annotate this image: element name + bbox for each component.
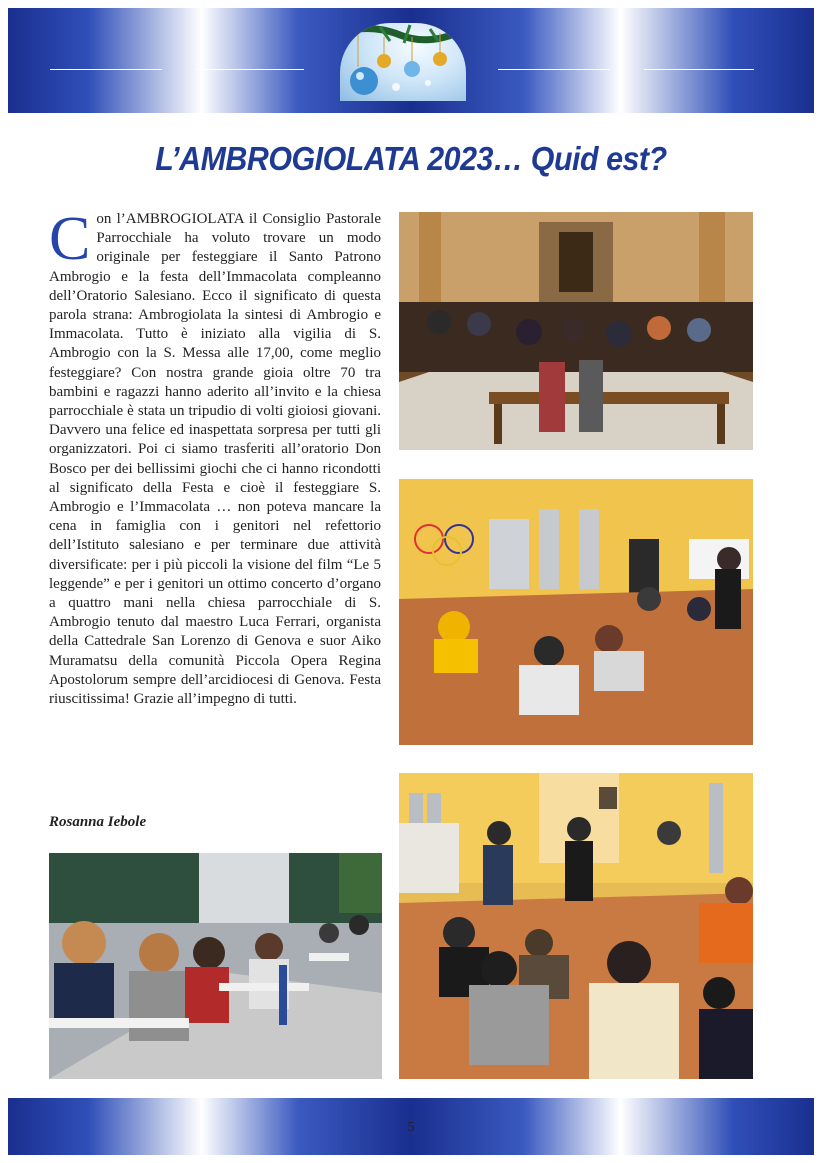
christmas-baubles-icon xyxy=(340,23,466,101)
photo-church-mass xyxy=(399,212,753,450)
article-text: on l’AMBROGIOLATA il Consiglio Pastorale Parrocchiale ha voluto trovare un modo originale per festeggiare il Santo Patrono Ambrogio e la festa dell’Immacolata compleanno dell’Oratorio Salesiano. Ecco il significato di questa parola strana: Ambrogiolata la sintesi di Ambrogio e Immacolata. Tutto è iniziato alla vigilia di S. Ambrogio con la S. Messa alle 17,00, come meglio festeggiare? Con nostra grande gioia oltre 70 tra bambini e ragazzi hanno aderito all’invito e la chiesa parrocchiale è stata un tripudio di volti gioiosi giovani. Davvero una felice ed inaspettata sorpresa per tutti gli organizzatori. Poi ci siamo trasferiti all’oratorio Don Bosco per dei bellissimi giochi che ci hanno ricondotti al significato della Festa e cioè il festeggiare S. Ambrogio e l’Immacolata … non poteva mancare la cena in famiglia con i genitori nel refettorio dell’Istituto salesiano e per terminare due attività diversificate: per i più piccoli la visione del film “Le 5 leggende” e per i genitori un ottimo concerto d’organo a quattro mani nella chiesa parrocchiale di S. Ambrogio tenuto dal maestro Luca Ferrari, organista della Cattedrale San Lorenzo di Genova e suor Aiko Muramatsu della comunità Piccola Opera Regina Apostolorum sempre dell’arcidiocesi di Genova. Festa riuscitissima! Grazie all’impegno di tutti. xyxy=(49,211,381,708)
header-rule-left-outer xyxy=(50,69,162,70)
article-body xyxy=(49,205,381,709)
author-signature: Rosanna Iebole xyxy=(49,814,147,830)
page-number: 5 xyxy=(407,1120,415,1135)
photo-refectory-dinner xyxy=(49,853,382,1079)
photo-oratory-hall xyxy=(399,773,753,1079)
page-title: L’AMBROGIOLATA 2023… Quid est? xyxy=(155,140,667,177)
header-rule-right-inner xyxy=(498,69,610,70)
drop-cap: C xyxy=(49,205,91,273)
header-rule-right-outer xyxy=(644,69,754,70)
photo-oratory-games xyxy=(399,479,753,745)
header-rule-left-inner xyxy=(196,69,304,70)
